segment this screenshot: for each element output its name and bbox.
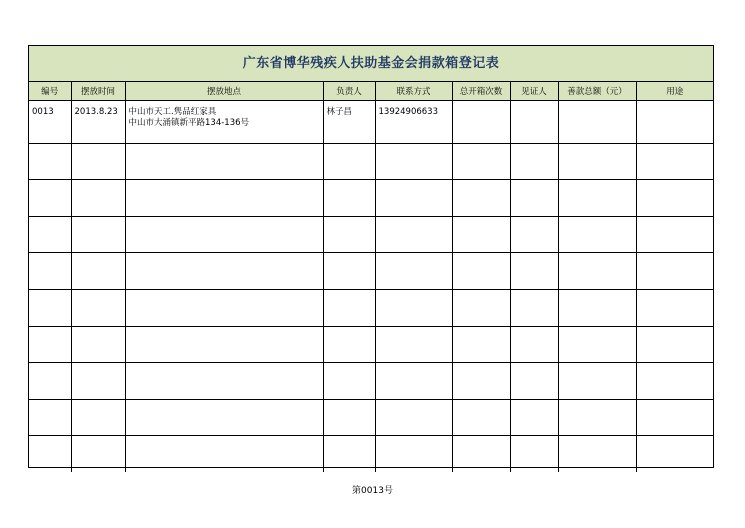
- cell-contact[interactable]: [375, 363, 452, 400]
- cell-open-count[interactable]: [452, 253, 510, 290]
- cell-total[interactable]: [558, 101, 636, 144]
- cell-usage[interactable]: [636, 253, 713, 290]
- location-line-2: 中山市大涌镇新平路134-136号: [128, 118, 250, 128]
- cell-total[interactable]: [558, 253, 636, 290]
- cell-witness[interactable]: [510, 399, 558, 436]
- cell-open-count[interactable]: [452, 143, 510, 180]
- cell-contact[interactable]: [375, 180, 452, 217]
- cell-number[interactable]: [29, 399, 71, 436]
- cell-open-count[interactable]: [452, 436, 510, 472]
- sheet-title: 广东省博华残疾人扶助基金会捐款箱登记表: [29, 46, 713, 82]
- cell-location[interactable]: [125, 101, 323, 144]
- cell-number[interactable]: [29, 180, 71, 217]
- cell-contact[interactable]: [375, 289, 452, 326]
- cell-contact[interactable]: [375, 253, 452, 290]
- cell-date[interactable]: [71, 216, 125, 253]
- header-row: [29, 82, 713, 101]
- col-header-open-count: 总开箱次数: [452, 82, 510, 101]
- cell-date[interactable]: [71, 363, 125, 400]
- cell-usage[interactable]: [636, 363, 713, 400]
- cell-location[interactable]: [125, 399, 323, 436]
- table-row: [29, 253, 713, 290]
- cell-date[interactable]: 2013.8.23: [71, 101, 125, 144]
- cell-person[interactable]: [323, 216, 375, 253]
- col-header-number: 编号: [29, 82, 71, 101]
- col-header-total: 善款总额（元）: [558, 82, 636, 101]
- cell-total[interactable]: [558, 180, 636, 217]
- cell-witness[interactable]: [510, 363, 558, 400]
- cell-open-count[interactable]: [452, 399, 510, 436]
- cell-usage[interactable]: [636, 289, 713, 326]
- cell-person[interactable]: [323, 143, 375, 180]
- cell-date[interactable]: [71, 289, 125, 326]
- cell-number[interactable]: [29, 253, 71, 290]
- cell-contact[interactable]: [375, 143, 452, 180]
- table-row: [29, 101, 713, 144]
- cell-usage[interactable]: [636, 326, 713, 363]
- cell-total[interactable]: [558, 216, 636, 253]
- cell-person[interactable]: [323, 180, 375, 217]
- cell-number[interactable]: [29, 216, 71, 253]
- cell-person[interactable]: 林子昌: [323, 101, 375, 144]
- cell-usage[interactable]: [636, 216, 713, 253]
- cell-location[interactable]: [125, 180, 323, 217]
- cell-date[interactable]: [71, 253, 125, 290]
- cell-number[interactable]: [29, 436, 71, 472]
- cell-location[interactable]: [125, 143, 323, 180]
- table-row: [29, 436, 713, 472]
- cell-contact[interactable]: [375, 436, 452, 472]
- cell-usage[interactable]: [636, 436, 713, 472]
- cell-number[interactable]: [29, 289, 71, 326]
- cell-person[interactable]: [323, 399, 375, 436]
- cell-person[interactable]: [323, 253, 375, 290]
- col-header-usage: 用途: [636, 82, 713, 101]
- cell-witness[interactable]: [510, 436, 558, 472]
- cell-date[interactable]: [71, 436, 125, 472]
- cell-witness[interactable]: [510, 101, 558, 144]
- table-row: [29, 326, 713, 363]
- table-row: [29, 216, 713, 253]
- cell-number[interactable]: [29, 143, 71, 180]
- col-header-contact: 联系方式: [375, 82, 452, 101]
- cell-total[interactable]: [558, 399, 636, 436]
- form-number-footer: 第0013号: [352, 486, 393, 496]
- cell-number[interactable]: 0013: [29, 101, 71, 144]
- cell-open-count[interactable]: [452, 101, 510, 144]
- cell-open-count[interactable]: [452, 216, 510, 253]
- cell-total[interactable]: [558, 363, 636, 400]
- cell-date[interactable]: [71, 399, 125, 436]
- cell-date[interactable]: [71, 143, 125, 180]
- cell-open-count[interactable]: [452, 289, 510, 326]
- cell-usage[interactable]: [636, 101, 713, 144]
- cell-usage[interactable]: [636, 143, 713, 180]
- cell-location[interactable]: [125, 253, 323, 290]
- cell-contact[interactable]: 13924906633: [375, 101, 452, 144]
- cell-person[interactable]: [323, 436, 375, 472]
- cell-person[interactable]: [323, 326, 375, 363]
- cell-open-count[interactable]: [452, 363, 510, 400]
- col-header-location: 摆放地点: [125, 82, 323, 101]
- cell-open-count[interactable]: [452, 326, 510, 363]
- cell-usage[interactable]: [636, 399, 713, 436]
- cell-date[interactable]: [71, 180, 125, 217]
- cell-total[interactable]: [558, 326, 636, 363]
- cell-number[interactable]: [29, 363, 71, 400]
- cell-date[interactable]: [71, 326, 125, 363]
- table-row: [29, 399, 713, 436]
- cell-contact[interactable]: [375, 399, 452, 436]
- donation-register-sheet: [28, 45, 714, 468]
- location-line-1: 中山市天工.隽品红家具: [128, 107, 217, 117]
- cell-location[interactable]: [125, 289, 323, 326]
- cell-open-count[interactable]: [452, 180, 510, 217]
- cell-witness[interactable]: [510, 289, 558, 326]
- cell-witness[interactable]: [510, 326, 558, 363]
- cell-location[interactable]: [125, 326, 323, 363]
- cell-usage[interactable]: [636, 180, 713, 217]
- col-header-person: 负责人: [323, 82, 375, 101]
- table-row: [29, 363, 713, 400]
- cell-location[interactable]: [125, 363, 323, 400]
- cell-contact[interactable]: [375, 216, 452, 253]
- cell-witness[interactable]: [510, 253, 558, 290]
- cell-total[interactable]: [558, 143, 636, 180]
- cell-total[interactable]: [558, 289, 636, 326]
- table-row: [29, 289, 713, 326]
- cell-number[interactable]: [29, 326, 71, 363]
- cell-contact[interactable]: [375, 326, 452, 363]
- col-header-witness: 见证人: [510, 82, 558, 101]
- cell-person[interactable]: [323, 363, 375, 400]
- table-row: [29, 180, 713, 217]
- cell-witness[interactable]: [510, 143, 558, 180]
- table-row: [29, 143, 713, 180]
- cell-location[interactable]: [125, 436, 323, 472]
- cell-location[interactable]: [125, 216, 323, 253]
- cell-total[interactable]: [558, 436, 636, 472]
- cell-witness[interactable]: [510, 180, 558, 217]
- cell-witness[interactable]: [510, 216, 558, 253]
- register-table: [29, 82, 713, 472]
- col-header-date: 摆放时间: [71, 82, 125, 101]
- cell-person[interactable]: [323, 289, 375, 326]
